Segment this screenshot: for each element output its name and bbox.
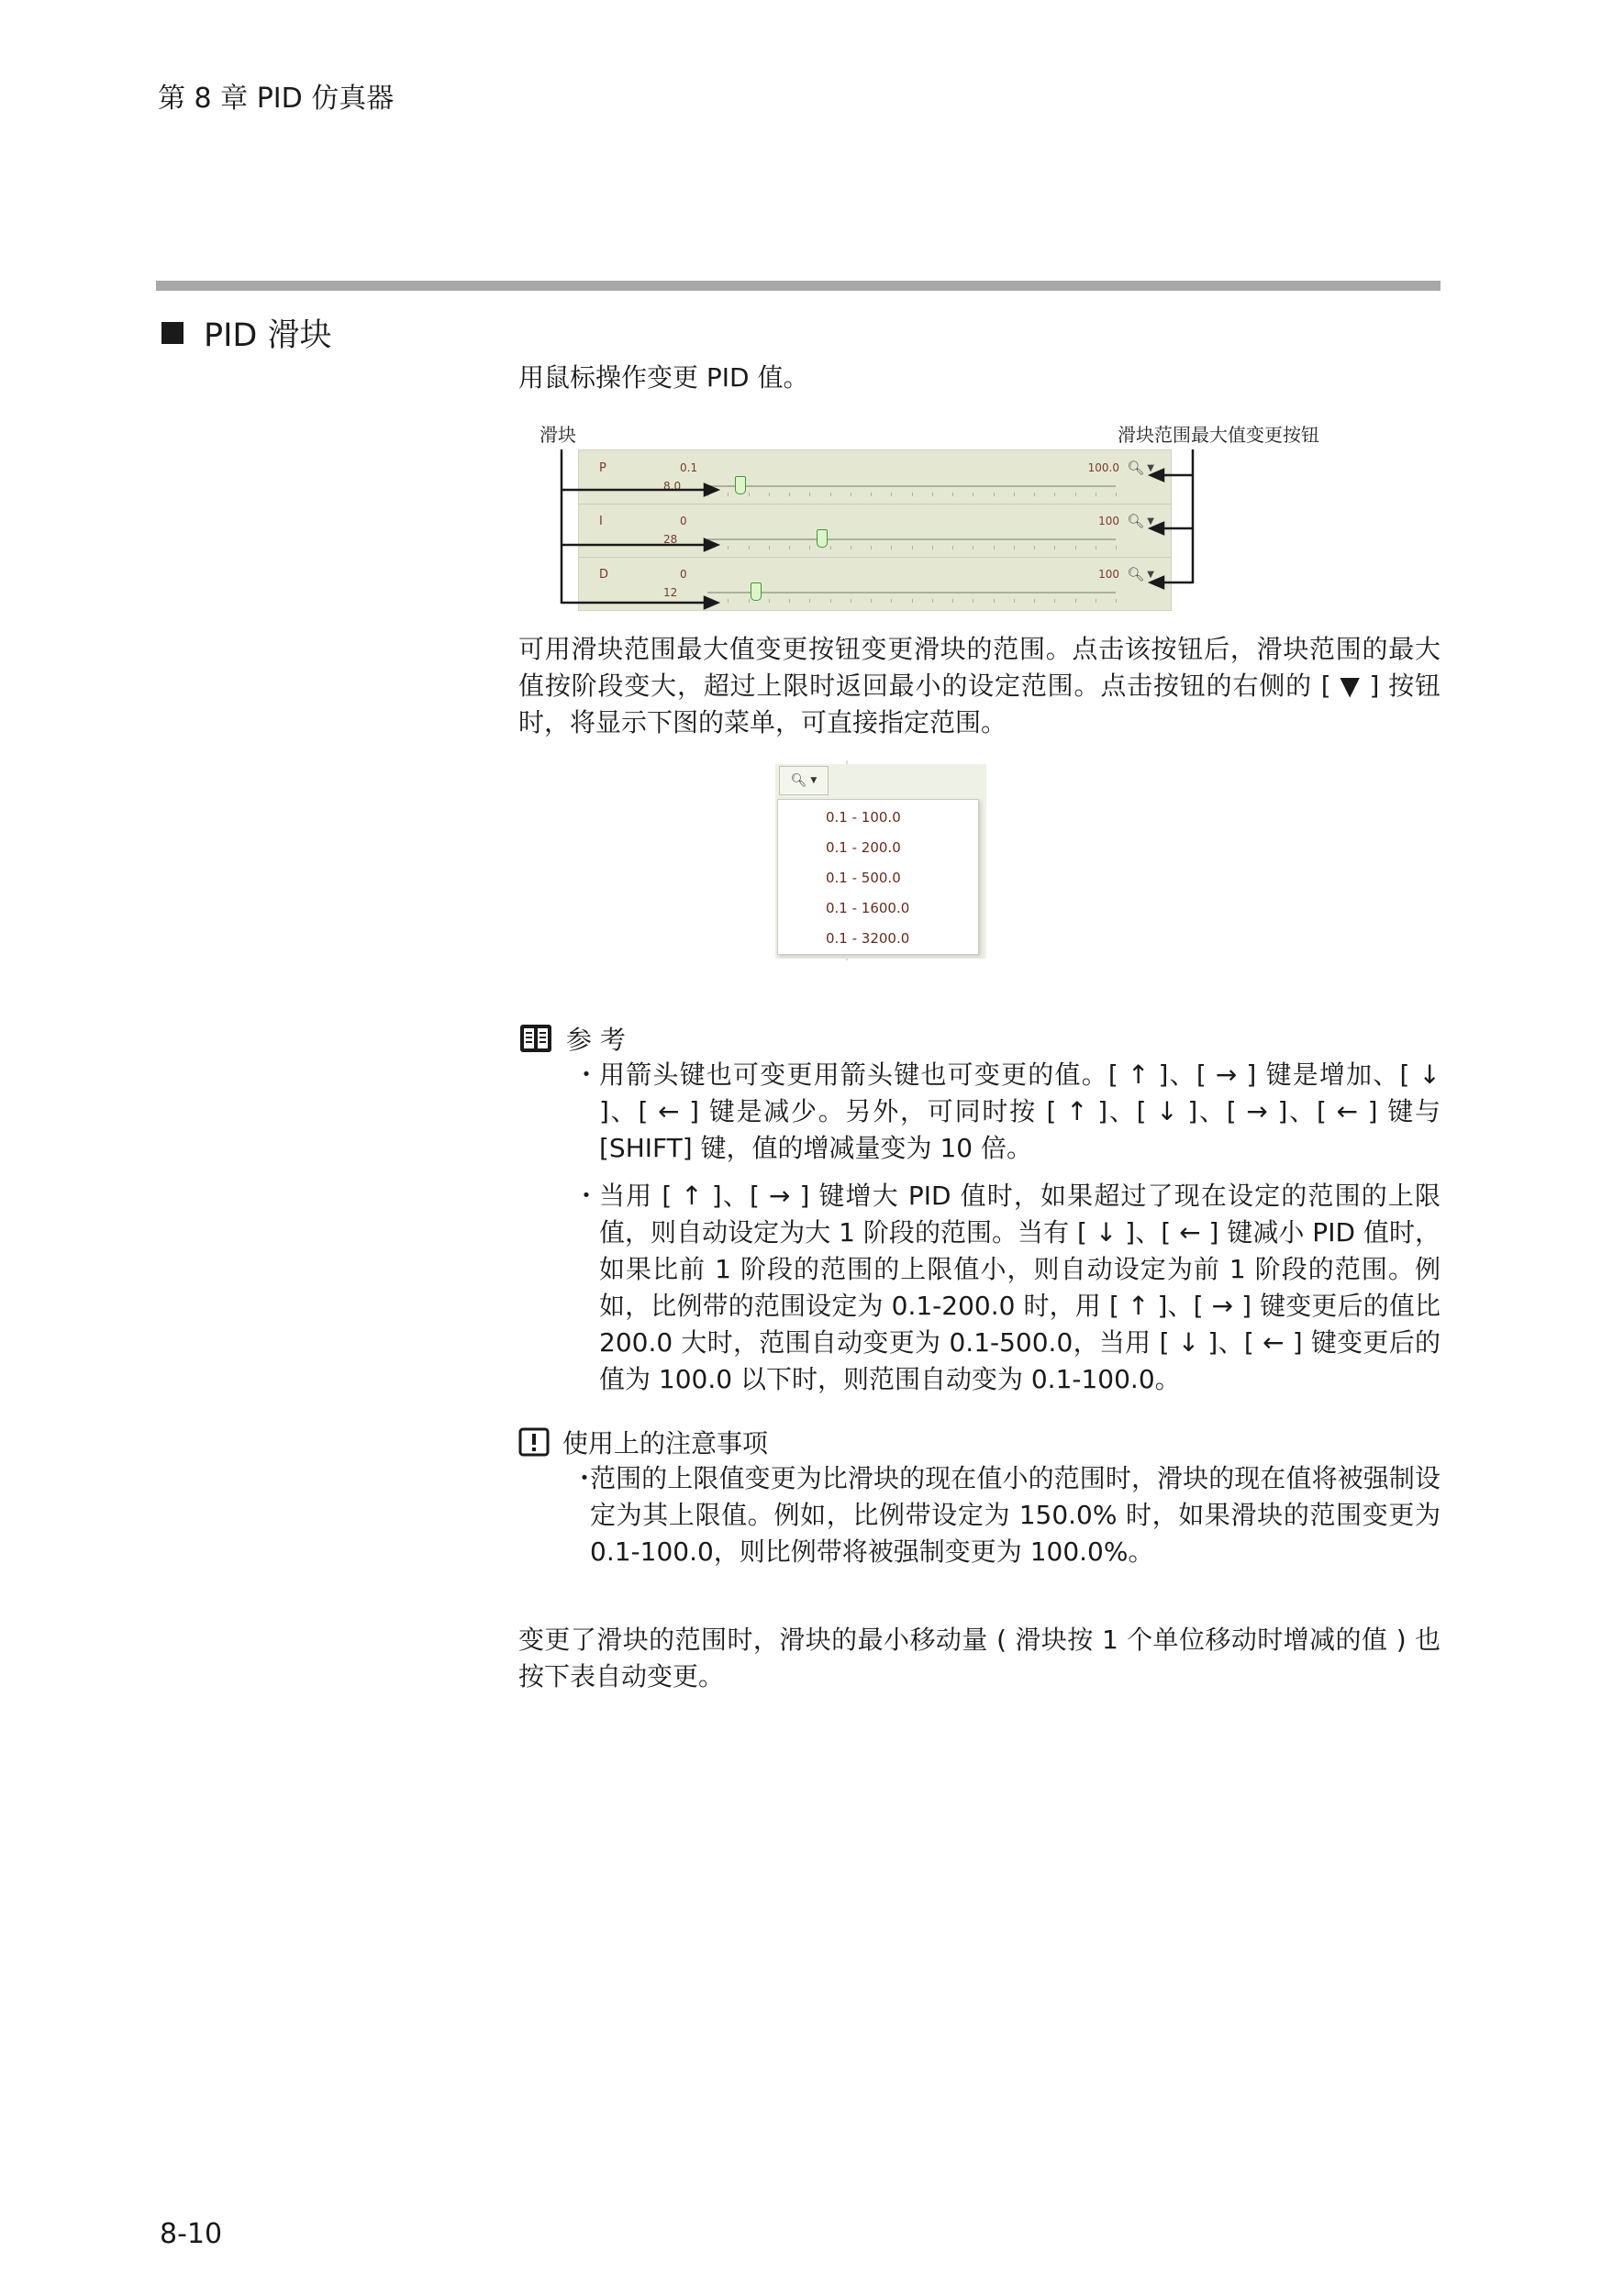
dropdown-arrow-icon[interactable]: ▼ bbox=[810, 776, 818, 785]
arrow-head-icon bbox=[705, 484, 717, 495]
bullet-icon: ・ bbox=[573, 1181, 600, 1211]
range-menu-item[interactable]: 0.1 - 100.0 bbox=[826, 809, 901, 826]
arrow-head-icon bbox=[1151, 577, 1163, 588]
callout-lines bbox=[0, 0, 1624, 642]
current-value: 8.0 bbox=[663, 480, 682, 493]
range-menu-item[interactable]: 0.1 - 1600.0 bbox=[826, 900, 910, 916]
zoom-icon: 🔍︎ bbox=[1127, 566, 1145, 582]
reference-heading-text: 参 考 bbox=[566, 1025, 626, 1055]
caution-item bbox=[572, 1460, 1440, 1570]
max-value: 100.0 bbox=[1087, 461, 1119, 474]
range-menu-item[interactable]: 0.1 - 500.0 bbox=[826, 870, 901, 886]
reference-item bbox=[573, 1057, 1440, 1167]
book-icon bbox=[518, 1023, 553, 1054]
param-label: P bbox=[599, 461, 606, 475]
reference-item bbox=[573, 1178, 1440, 1398]
arrow-head-icon bbox=[705, 539, 717, 550]
reference-heading bbox=[518, 1020, 626, 1057]
range-menu-item[interactable]: 0.1 - 3200.0 bbox=[826, 930, 910, 947]
range-menu-item[interactable]: 0.1 - 200.0 bbox=[826, 839, 901, 856]
range-dropdown-menu bbox=[777, 799, 979, 955]
zoom-icon: 🔍︎ bbox=[1127, 513, 1145, 529]
zoom-icon: 🔍︎ bbox=[790, 773, 807, 788]
max-value: 100 bbox=[1098, 568, 1119, 581]
max-value: 100 bbox=[1098, 515, 1119, 527]
min-step-paragraph: 变更了滑块的范围时，滑块的最小移动量 ( 滑块按 1 个单位移动时增减的值 ) 也按下表自动变更。 bbox=[518, 1625, 1440, 1691]
current-value: 28 bbox=[663, 533, 678, 546]
param-label: I bbox=[599, 515, 603, 528]
arrow-head-icon bbox=[705, 597, 717, 608]
reference-item-text: 当用 [ ↑ ]、[ → ] 键增大 PID 值时，如果超过了现在设定的范围的上限值，则自动设定为大 1 阶段的范围。当有 [ ↓ ]、[ ← ] 键减小 PID 值时，如果比前 1 阶段的范围的上限值小，则自动设定为前 1 阶段的范围。例如，比例带的范围设定为 0.1-200.0 时，用 [ ↑ ]、[ → ] 键变更后的值比 200.0 大时，范围自动变更为 0.1-500.0，当用 [ ↓ ]、[ ← ] 键变更后的值为 100.0 以下时，则范围自动变为 0.1-100.0。 bbox=[599, 1181, 1440, 1394]
caution-heading-text: 使用上的注意事项 bbox=[562, 1428, 769, 1459]
bullet-icon: ・ bbox=[573, 1059, 600, 1090]
min-value: 0 bbox=[680, 568, 687, 581]
range-button-paragraph: 可用滑块范围最大值变更按钮变更滑块的范围。点击该按钮后，滑块范围的最大值按阶段变大，超过上限时返回最小的设定范围。点击按钮的右侧的 [ ▼ ] 按钮时，将显示下图的菜单，可直接指定范围。 bbox=[518, 634, 1440, 738]
intro-paragraph: 用鼠标操作变更 PID 值。 bbox=[518, 362, 809, 393]
current-value: 12 bbox=[663, 586, 678, 599]
min-value: 0 bbox=[680, 515, 687, 527]
slider-label: 滑块 bbox=[539, 424, 576, 446]
arrow-head-icon bbox=[1151, 470, 1163, 481]
range-button-label: 滑块范围最大值变更按钮 bbox=[1118, 424, 1319, 446]
chapter-header: 第 8 章 PID 仿真器 bbox=[158, 83, 395, 115]
dropdown-arrow-icon[interactable]: ▼ bbox=[1147, 516, 1154, 527]
bullet-icon: ・ bbox=[572, 1463, 598, 1493]
param-label: D bbox=[599, 568, 609, 582]
zoom-icon: 🔍︎ bbox=[1127, 460, 1145, 476]
arrow-head-icon bbox=[1151, 523, 1163, 534]
range-dropdown-figure bbox=[775, 764, 986, 959]
section-title-text: PID 滑块 bbox=[204, 317, 332, 354]
dropdown-arrow-icon[interactable]: ▼ bbox=[1147, 462, 1154, 473]
min-value: 0.1 bbox=[680, 461, 698, 474]
dropdown-arrow-icon[interactable]: ▼ bbox=[1147, 569, 1154, 580]
reference-item-text: 用箭头键也可变更用箭头键也可变更的值。[ ↑ ]、[ → ] 键是增加、[ ↓ ]、[ ← ] 键是减少。另外，可同时按 [ ↑ ]、[ ↓ ]、[ → ]、[ ← ] 键与 [SHIFT] 键，值的增减量变为 10 倍。 bbox=[599, 1059, 1440, 1163]
caution-item-text: 范围的上限值变更为比滑块的现在值小的范围时，滑块的现在值将被强制设定为其上限值。例如，比例带设定为 150.0% 时，如果滑块的范围变更为 0.1-100.0，则比例带将被强制变更为 100.0%。 bbox=[590, 1463, 1440, 1567]
caution-heading bbox=[518, 1424, 768, 1460]
range-dropdown-button[interactable] bbox=[779, 766, 829, 795]
page-number: 8-10 bbox=[160, 2218, 223, 2250]
warning-icon bbox=[518, 1427, 550, 1457]
